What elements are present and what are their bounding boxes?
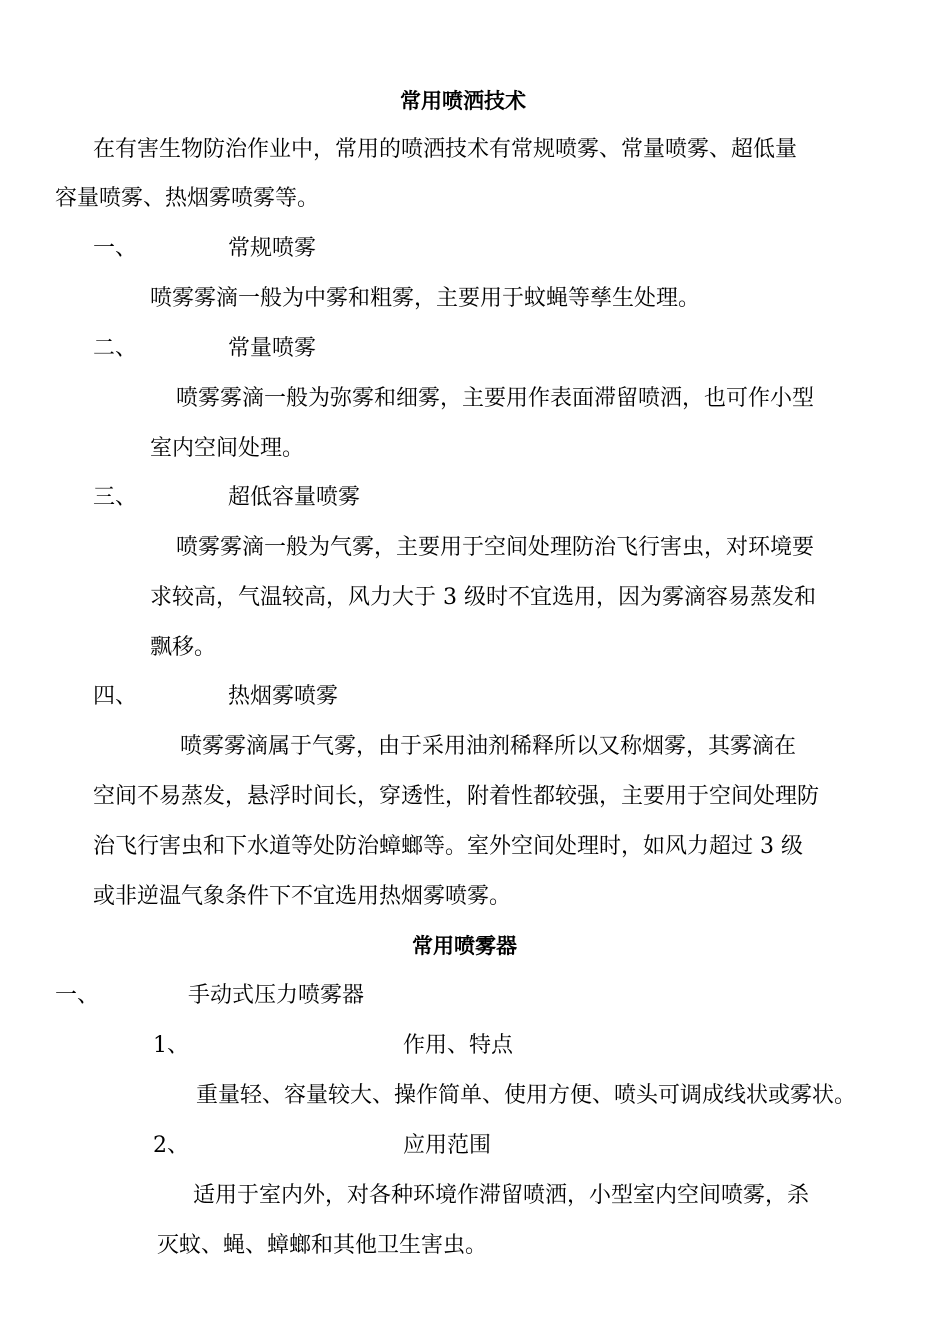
paragraph-line: 喷雾雾滴一般为弥雾和细雾，主要用作表面滞留喷洒，也可作小型 xyxy=(176,386,815,411)
list-item-heading: 热烟雾喷雾 xyxy=(228,684,339,709)
list-item-number: 三、 xyxy=(93,485,138,510)
paragraph-line: 室内空间处理。 xyxy=(150,436,305,461)
intro-text-line: 在有害生物防治作业中，常用的喷洒技术有常规喷雾、常量喷雾、超低量 xyxy=(93,137,798,162)
sub-item-number: 1、 xyxy=(153,1033,189,1058)
list-item-number: 二、 xyxy=(93,336,138,361)
paragraph-line: 喷雾雾滴一般为气雾，主要用于空间处理防治飞行害虫，对环境要 xyxy=(176,535,815,560)
paragraph-line: 灭蚊、蝇、蟑螂和其他卫生害虫。 xyxy=(157,1233,488,1258)
list-item-heading: 常规喷雾 xyxy=(228,236,317,261)
intro-text-line: 容量喷雾、热烟雾喷雾等。 xyxy=(55,186,320,211)
sub-item-heading: 作用、特点 xyxy=(403,1033,514,1058)
list-item-number: 一、 xyxy=(93,236,138,261)
paragraph-line: 喷雾雾滴属于气雾，由于采用油剂稀释所以又称烟雾，其雾滴在 xyxy=(180,734,797,759)
section-title: 常用喷洒技术 xyxy=(400,89,526,113)
list-item-heading: 常量喷雾 xyxy=(228,336,317,361)
paragraph-line: 空间不易蒸发，悬浮时间长，穿透性，附着性都较强，主要用于空间处理防 xyxy=(93,784,820,809)
paragraph-line: 重量轻、容量较大、操作简单、使用方便、喷头可调成线状或雾状。 xyxy=(196,1083,857,1108)
list-item-number: 一、 xyxy=(55,983,100,1008)
paragraph-line: 飘移。 xyxy=(150,635,217,660)
section-title: 常用喷雾器 xyxy=(412,934,517,958)
paragraph-line: 求较高，气温较高，风力大于 3 级时不宜选用，因为雾滴容易蒸发和 xyxy=(150,585,816,610)
sub-item-heading: 应用范围 xyxy=(403,1133,492,1158)
paragraph-line: 喷雾雾滴一般为中雾和粗雾，主要用于蚊蝇等孳生处理。 xyxy=(150,286,701,311)
list-item-heading: 超低容量喷雾 xyxy=(228,485,361,510)
sub-item-number: 2、 xyxy=(153,1133,189,1158)
list-item-number: 四、 xyxy=(93,684,138,709)
paragraph-line: 治飞行害虫和下水道等处防治蟑螂等。室外空间处理时，如风力超过 3 级 xyxy=(93,834,803,859)
list-item-heading: 手动式压力喷雾器 xyxy=(188,983,365,1008)
paragraph-line: 或非逆温气象条件下不宜选用热烟雾喷雾。 xyxy=(93,884,512,909)
paragraph-line: 适用于室内外，对各种环境作滞留喷洒，小型室内空间喷雾，杀 xyxy=(193,1183,810,1208)
